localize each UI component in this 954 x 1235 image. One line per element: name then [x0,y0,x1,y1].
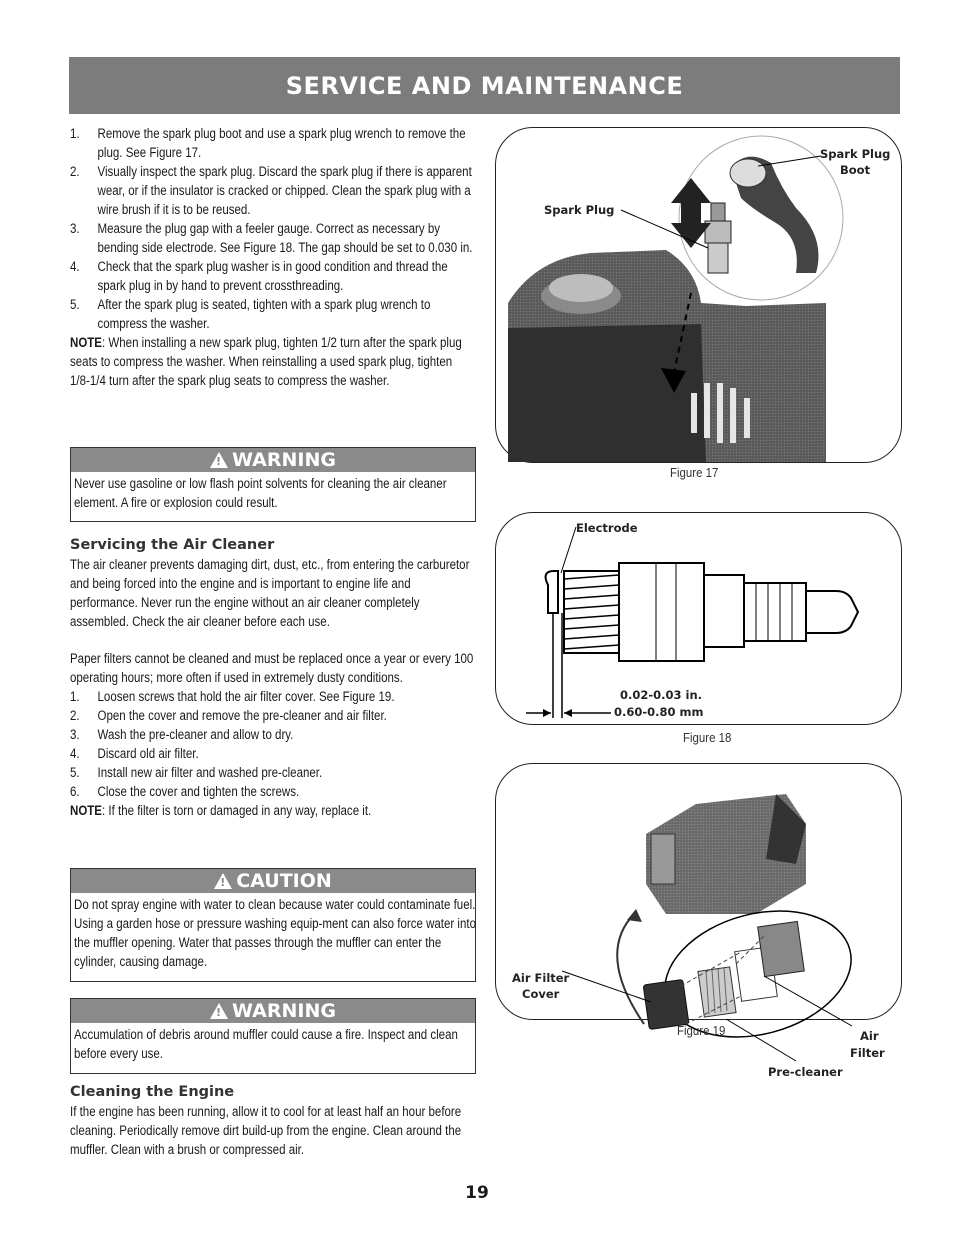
warning-box-solvents [70,447,476,522]
label-air-filter-line2: Filter [850,1046,885,1060]
section-header [69,57,900,114]
list-item: 5. After the spark plug is seated, tighten with a spark plug wrench to compress the washer. [70,297,431,331]
spark-plug-removal-illustration [496,128,901,462]
label-spark-plug: Spark Plug [544,203,615,217]
warning-box-debris [70,998,476,1074]
warning-text: Never use gasoline or low flash point solvents for cleaning the air cleaner element. A fire or explosion could result. [74,476,447,510]
engine-cleaning-text: If the engine has been running, allow it to cool for at least half an hour before cleaning. Periodically remove dirt build-up from the engine. Clean around the muffler. Clean with a brush or compressed air. [70,1104,462,1157]
label-electrode: Electrode [576,521,638,535]
label-air-filter-cover-line1: Air Filter [512,971,570,985]
list-item: 1. Loosen screws that hold the air filter cover. See Figure 19. [70,689,395,704]
caution-text: Do not spray engine with water to clean because water could contaminate fuel. Using a garden hose or pressure washing equip-ment can also force water into the muffler opening. Water that passes through the muffler can enter the cylinder, causing damage. [74,897,477,969]
air-cleaner-note: NOTE: If the filter is torn or damaged in any way, replace it. [70,803,372,818]
figure-19-caption: Figure 19 [677,1023,726,1038]
list-item: 5. Install new air filter and washed pre-cleaner. [70,765,323,780]
warning-banner: ! WARNING [71,999,475,1023]
air-cleaner-heading: Servicing the Air Cleaner [70,537,275,553]
list-item: 3. Wash the pre-cleaner and allow to dry. [70,727,294,742]
spark-plug-note: NOTE: When installing a new spark plug, tighten 1/2 turn after the spark plug seats to compress the washer. When reinstalling a used spark plug, tighten 1/8-1/4 turn after the spark plug seats to compress the washer. [70,335,462,388]
figure-17 [495,127,902,463]
label-spark-plug-boot-line1: Spark Plug [820,147,891,161]
list-item: 3. Measure the plug gap with a feeler gauge. Correct as necessary by bending side electrode. See Figure 18. The gap should be set to 0.030 in. [70,221,473,255]
spark-plug-instructions [70,124,474,390]
label-air-filter-cover-line2: Cover [522,987,560,1001]
spark-plug-steps [70,124,474,333]
warning-text: Accumulation of debris around muffler could cause a fire. Inspect and clean before every use. [74,1027,458,1061]
list-item: 2. Open the cover and remove the pre-cleaner and air filter. [70,708,387,723]
gap-inches: 0.02-0.03 in. [620,688,703,702]
figure-18-caption: Figure 18 [683,730,732,745]
warning-triangle-icon [210,1003,228,1019]
engine-cleaning-heading: Cleaning the Engine [70,1084,235,1100]
label-spark-plug-boot-line2: Boot [840,163,871,177]
label-air-filter-line1: Air [860,1029,879,1043]
figure-17-caption: Figure 17 [670,465,719,480]
air-cleaner-steps [70,687,474,801]
list-item: 6. Close the cover and tighten the screws. [70,784,300,799]
caution-triangle-icon [214,873,232,889]
air-cleaner-intro: The air cleaner prevents damaging dirt, dust, etc., from entering the carburetor and being forced into the engine and is important to engine life and performance. Never run the engine without an air cleaner completely assembled. Check the air cleaner before each use. [70,557,470,629]
warning-banner: ! WARNING [71,448,475,472]
figure-18 [495,512,902,725]
caution-banner: ! CAUTION [71,869,475,893]
list-item: 4. Check that the spark plug washer is in good condition and thread the spark plug in by hand to prevent crossthreading. [70,259,448,293]
list-item: 4. Discard old air filter. [70,746,199,761]
paper-filter-text: Paper filters cannot be cleaned and must be replaced once a year or every 100 operating hours; more often if used in extremely dusty conditions. [70,651,474,685]
label-pre-cleaner: Pre-cleaner [768,1065,843,1079]
page-number: 19 [465,1183,489,1203]
air-cleaner-section [70,537,474,820]
list-item: 2. Visually inspect the spark plug. Discard the spark plug if there is apparent wear, or if the insulator is cracked or chipped. Clean the spark plug with a wire brush if it is to be reused. [70,164,472,217]
electrode-gap-illustration [496,513,901,724]
page-title: SERVICE AND MAINTENANCE [285,71,684,100]
list-item: 1. Remove the spark plug boot and use a spark plug wrench to remove the plug. See Figure 17. [70,126,466,160]
warning-triangle-icon [210,452,228,468]
caution-box [70,868,476,982]
gap-millimeters: 0.60-0.80 mm [614,705,704,719]
engine-cleaning-section [70,1084,474,1159]
